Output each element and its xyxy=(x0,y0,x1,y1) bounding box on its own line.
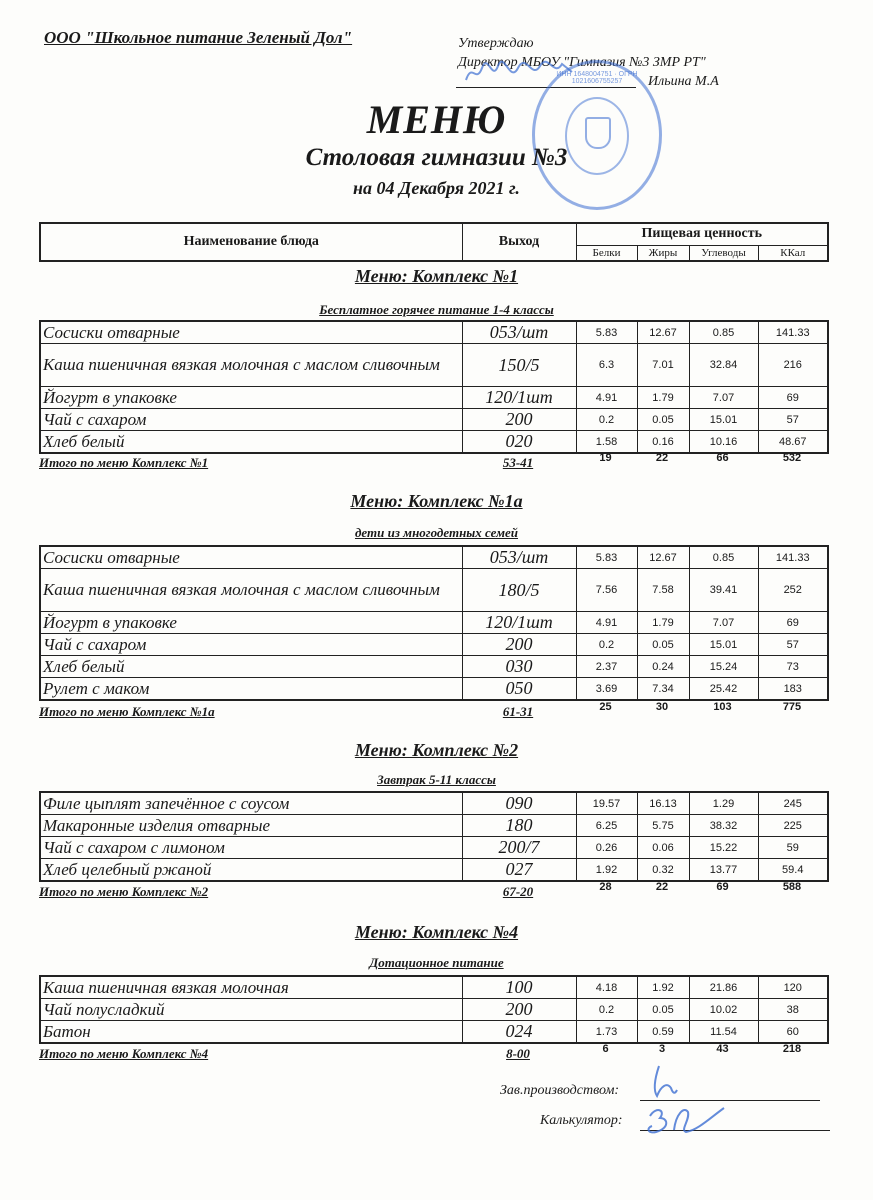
kcal: 252 xyxy=(758,569,828,612)
menu-table-complex-1a xyxy=(39,545,829,701)
stamp-text: ИНН 1648004751 · ОГРН 1021606755257 xyxy=(556,71,638,85)
menu-table-complex-1 xyxy=(39,320,829,454)
fat: 0.59 xyxy=(637,1021,689,1044)
total-kcal: 775 xyxy=(782,701,802,713)
total-output: 53-41 xyxy=(502,455,534,470)
total-fat: 22 xyxy=(655,452,669,464)
dish-name: Каша пшеничная вязкая молочная xyxy=(40,976,462,999)
header-kcal: ККал xyxy=(758,245,828,261)
menu-date: на 04 Декабря 2021 г. xyxy=(353,178,520,198)
fat: 1.92 xyxy=(637,976,689,999)
kcal: 225 xyxy=(758,815,828,837)
organization-name: ООО "Школьное питание Зеленый Дол" xyxy=(44,28,353,47)
carbs: 7.07 xyxy=(689,612,758,634)
total-label: Итого по меню Комплекс №2 xyxy=(39,884,209,899)
protein: 3.69 xyxy=(576,678,637,701)
production-head-signature-icon xyxy=(645,1064,685,1100)
total-kcal: 218 xyxy=(782,1043,802,1055)
kcal: 57 xyxy=(758,634,828,656)
protein: 4.91 xyxy=(576,387,637,409)
section-title: Меню: Комплекс №1а xyxy=(350,491,523,511)
header-carbs: Углеводы xyxy=(689,245,758,261)
table-row xyxy=(40,792,828,815)
dish-output: 200/7 xyxy=(462,837,576,859)
dish-output: 020 xyxy=(462,431,576,454)
carbs: 0.85 xyxy=(689,321,758,344)
dish-output: 150/5 xyxy=(462,344,576,387)
section-subtitle: Завтрак 5-11 классы xyxy=(377,772,496,787)
header-output: Выход xyxy=(462,223,576,261)
fat: 0.16 xyxy=(637,431,689,454)
dish-name: Макаронные изделия отварные xyxy=(40,815,462,837)
kcal: 69 xyxy=(758,612,828,634)
table-row xyxy=(40,344,828,387)
fat: 0.05 xyxy=(637,634,689,656)
fat: 0.24 xyxy=(637,656,689,678)
dish-name: Филе цыплят запечённое с соусом xyxy=(40,792,462,815)
calculator-label: Калькулятор: xyxy=(540,1113,623,1128)
total-fat: 3 xyxy=(658,1043,666,1055)
dish-output: 027 xyxy=(462,859,576,882)
total-label: Итого по меню Комплекс №4 xyxy=(39,1046,209,1061)
protein: 1.58 xyxy=(576,431,637,454)
protein: 5.83 xyxy=(576,546,637,569)
approve-label: Утверждаю xyxy=(458,36,534,51)
protein: 19.57 xyxy=(576,792,637,815)
kcal: 48.67 xyxy=(758,431,828,454)
kcal: 141.33 xyxy=(758,546,828,569)
dish-name: Йогурт в упаковке xyxy=(40,387,462,409)
protein: 6.25 xyxy=(576,815,637,837)
carbs: 10.02 xyxy=(689,999,758,1021)
total-row xyxy=(39,881,827,902)
protein: 5.83 xyxy=(576,321,637,344)
dish-name: Каша пшеничная вязкая молочная с маслом сливочным xyxy=(40,569,462,612)
protein: 1.92 xyxy=(576,859,637,882)
dish-output: 100 xyxy=(462,976,576,999)
table-row xyxy=(40,546,828,569)
fat: 0.06 xyxy=(637,837,689,859)
page-subtitle: Столовая гимназии №3 xyxy=(305,144,568,171)
section-title: Меню: Комплекс №2 xyxy=(354,740,519,760)
carbs: 39.41 xyxy=(689,569,758,612)
fat: 12.67 xyxy=(637,546,689,569)
total-kcal: 532 xyxy=(782,452,802,464)
dish-output: 200 xyxy=(462,634,576,656)
table-row xyxy=(40,409,828,431)
fat: 7.58 xyxy=(637,569,689,612)
fat: 0.32 xyxy=(637,859,689,882)
dish-output: 120/1шт xyxy=(462,387,576,409)
kcal: 73 xyxy=(758,656,828,678)
fat: 1.79 xyxy=(637,387,689,409)
total-carbs: 43 xyxy=(716,1043,729,1055)
carbs: 1.29 xyxy=(689,792,758,815)
section-subtitle: Дотационное питание xyxy=(369,955,504,970)
total-carbs: 103 xyxy=(713,701,732,713)
dish-output: 030 xyxy=(462,656,576,678)
total-output: 61-31 xyxy=(502,704,534,719)
carbs: 15.24 xyxy=(689,656,758,678)
carbs: 15.01 xyxy=(689,409,758,431)
total-fat: 30 xyxy=(655,701,669,713)
dish-output: 053/шт xyxy=(462,321,576,344)
table-row xyxy=(40,1021,828,1044)
page-title: МЕНЮ xyxy=(366,97,507,142)
carbs: 7.07 xyxy=(689,387,758,409)
approver-name: Ильина М.А xyxy=(648,74,719,89)
table-row xyxy=(40,431,828,454)
protein: 1.73 xyxy=(576,1021,637,1044)
fat: 1.79 xyxy=(637,612,689,634)
header-dish: Наименование блюда xyxy=(40,223,462,261)
fat: 5.75 xyxy=(637,815,689,837)
section-title: Меню: Комплекс №1 xyxy=(354,266,519,286)
dish-output: 024 xyxy=(462,1021,576,1044)
menu-table-complex-4 xyxy=(39,975,829,1044)
total-protein: 6 xyxy=(602,1043,609,1055)
carbs: 15.01 xyxy=(689,634,758,656)
table-row xyxy=(40,815,828,837)
dish-name: Сосиски отварные xyxy=(40,321,462,344)
carbs: 21.86 xyxy=(689,976,758,999)
table-row xyxy=(40,569,828,612)
protein: 0.2 xyxy=(576,409,637,431)
protein: 7.56 xyxy=(576,569,637,612)
kcal: 38 xyxy=(758,999,828,1021)
total-protein: 28 xyxy=(599,881,612,893)
dish-output: 053/шт xyxy=(462,546,576,569)
section-subtitle: дети из многодетных семей xyxy=(354,525,519,540)
protein: 0.26 xyxy=(576,837,637,859)
dish-output: 050 xyxy=(462,678,576,701)
dish-name: Батон xyxy=(40,1021,462,1044)
total-output: 8-00 xyxy=(506,1046,530,1061)
table-row xyxy=(40,678,828,701)
total-carbs: 69 xyxy=(716,881,729,893)
table-row xyxy=(40,976,828,999)
dish-name: Йогурт в упаковке xyxy=(40,612,462,634)
table-row xyxy=(40,321,828,344)
total-row xyxy=(39,701,827,722)
dish-name: Сосиски отварные xyxy=(40,546,462,569)
dish-output: 120/1шт xyxy=(462,612,576,634)
dish-output: 200 xyxy=(462,409,576,431)
table-row xyxy=(40,999,828,1021)
fat: 7.34 xyxy=(637,678,689,701)
protein: 6.3 xyxy=(576,344,637,387)
header-nutrition: Пищевая ценность xyxy=(576,223,828,245)
menu-table-complex-2 xyxy=(39,791,829,882)
kcal: 57 xyxy=(758,409,828,431)
dish-output: 180 xyxy=(462,815,576,837)
header-protein: Белки xyxy=(576,245,637,261)
dish-name: Хлеб белый xyxy=(40,431,462,454)
total-kcal: 588 xyxy=(782,881,802,893)
column-header-table xyxy=(39,222,829,262)
kcal: 120 xyxy=(758,976,828,999)
total-protein: 25 xyxy=(599,701,612,713)
fat: 7.01 xyxy=(637,344,689,387)
table-row xyxy=(40,859,828,882)
total-output: 67-20 xyxy=(502,884,534,899)
carbs: 25.42 xyxy=(689,678,758,701)
kcal: 69 xyxy=(758,387,828,409)
table-row xyxy=(40,612,828,634)
fat: 16.13 xyxy=(637,792,689,815)
total-protein: 19 xyxy=(599,452,612,464)
kcal: 59 xyxy=(758,837,828,859)
total-row xyxy=(39,1043,827,1064)
table-row xyxy=(40,837,828,859)
protein: 2.37 xyxy=(576,656,637,678)
table-row xyxy=(40,634,828,656)
carbs: 38.32 xyxy=(689,815,758,837)
protein: 0.2 xyxy=(576,999,637,1021)
fat: 0.05 xyxy=(637,409,689,431)
fat: 0.05 xyxy=(637,999,689,1021)
section-title: Меню: Комплекс №4 xyxy=(354,922,519,942)
production-head-label: Зав.производством: xyxy=(500,1083,620,1098)
kcal: 60 xyxy=(758,1021,828,1044)
total-carbs: 66 xyxy=(716,452,729,464)
dish-name: Каша пшеничная вязкая молочная с маслом сливочным xyxy=(40,344,462,387)
protein: 4.91 xyxy=(576,612,637,634)
section-subtitle: Бесплатное горячее питание 1-4 классы xyxy=(319,302,554,317)
approver-title: Директор МБОУ "Гимназия №3 ЗМР РТ" xyxy=(458,55,706,70)
carbs: 10.16 xyxy=(689,431,758,454)
dish-name: Чай с сахаром xyxy=(40,634,462,656)
dish-name: Рулет с маком xyxy=(40,678,462,701)
dish-name: Чай полусладкий xyxy=(40,999,462,1021)
dish-output: 090 xyxy=(462,792,576,815)
calculator-signature-icon xyxy=(640,1100,730,1136)
kcal: 183 xyxy=(758,678,828,701)
carbs: 15.22 xyxy=(689,837,758,859)
protein: 4.18 xyxy=(576,976,637,999)
table-row xyxy=(40,656,828,678)
kcal: 216 xyxy=(758,344,828,387)
dish-output: 180/5 xyxy=(462,569,576,612)
carbs: 32.84 xyxy=(689,344,758,387)
total-fat: 22 xyxy=(655,881,669,893)
protein: 0.2 xyxy=(576,634,637,656)
carbs: 0.85 xyxy=(689,546,758,569)
dish-name: Чай с сахаром xyxy=(40,409,462,431)
carbs: 11.54 xyxy=(689,1021,758,1044)
dish-name: Хлеб белый xyxy=(40,656,462,678)
carbs: 13.77 xyxy=(689,859,758,882)
dish-name: Чай с сахаром с лимоном xyxy=(40,837,462,859)
kcal: 245 xyxy=(758,792,828,815)
header-fat: Жиры xyxy=(637,245,689,261)
total-label: Итого по меню Комплекс №1а xyxy=(39,704,215,719)
table-row xyxy=(40,387,828,409)
kcal: 59.4 xyxy=(758,859,828,882)
kcal: 141.33 xyxy=(758,321,828,344)
dish-name: Хлеб целебный ржаной xyxy=(40,859,462,882)
total-row xyxy=(39,452,827,473)
fat: 12.67 xyxy=(637,321,689,344)
total-label: Итого по меню Комплекс №1 xyxy=(39,455,209,470)
dish-output: 200 xyxy=(462,999,576,1021)
